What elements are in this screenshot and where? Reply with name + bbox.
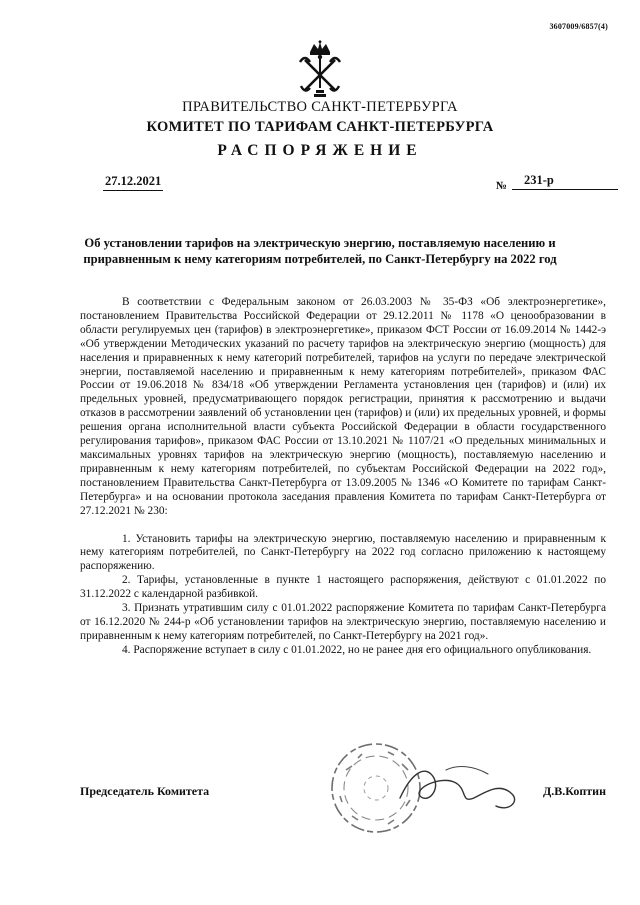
list-item: 4. Распоряжение вступает в силу с 01.01.2022, но не ранее дня его официального опубликования. xyxy=(122,643,592,656)
list-item: 3. Признать утратившим силу с 01.01.2022 распоряжение Комитета по тарифам Санкт-Петербурга от 16.12.2020 № 244-р «Об установлении тарифов на электрическую энергию, поставляемую населению и приравненным к нему категориям потребителей, по Санкт-Петербургу на 2021 год». xyxy=(80,602,606,642)
spb-coat-of-arms-icon xyxy=(296,40,344,98)
signatory-position: Председатель Комитета xyxy=(80,784,210,798)
list-item: 1. Установить тарифы на электрическую энергию, поставляемую населению и приравненным к нему категориям потребителей, по Санкт-Петербургу на 2022 год согласно приложению к настоящему распоряжению. xyxy=(80,532,606,573)
document-date: 27.12.2021 xyxy=(103,174,163,191)
document-body xyxy=(80,296,606,658)
committee-name: КОМИТЕТ ПО ТАРИФАМ САНКТ-ПЕТЕРБУРГА xyxy=(146,119,494,135)
document-code: 3607009/6857(4) xyxy=(549,22,608,31)
document-number: 231-р xyxy=(512,173,618,190)
document-title: Об установлении тарифов на электрическую энергию, поставляемую населению и приравненным к нему категориям потребителей, по Санкт-Петербургу на 2022 год xyxy=(83,236,557,266)
number-sign: № xyxy=(496,180,508,192)
government-name: ПРАВИТЕЛЬСТВО САНКТ-ПЕТЕРБУРГА xyxy=(182,99,458,115)
list-item: 2. Тарифы, установленные в пункте 1 настоящего распоряжения, действуют с 01.01.2022 по 31.12.2022 с календарной разбивкой. xyxy=(80,574,606,601)
signatory-name: Д.В.Коптин xyxy=(543,784,606,798)
preamble-paragraph: В соответствии с Федеральным законом от 26.03.2003 № 35-ФЗ «Об электроэнергетике», постановлением Правительства Российской Федерации от 29.12.2011 № 1178 «О ценообразовании в области регулируемых цен (тарифов) в электроэнергетике», приказом ФСТ России от 16.09.2014 № 1442-э «Об утверждении Методических указаний по расчету тарифов на электрическую энергию (мощность) для населения и приравненных к нему категорий потребителей, тарифов на услуги по передаче электрической энергии, поставляемой населению и приравненным к нему категориям потребителей», приказом ФАС России от 19.06.2018 № 834/18 «Об утверждении Регламента установления цен (тарифов) и (или) их предельных уровней, предусматривающего порядок регистрации, принятия к рассмотрению и выдачи отказов в рассмотрении заявлений об установлении цен (тарифов) и (или) их предельных уровней, и формы решения органа исполнительной власти субъекта Российской Федерации в области государственного регулирования тарифов», приказом ФАС России от 13.10.2021 № 1107/21 «О предельных минимальных и максимальных уровнях тарифов на электрическую энергию (мощность), поставляемую населению и приравненным к нему категориям потребителей, по субъектам Российской Федерации на 2022 год», постановлением Правительства Санкт-Петербурга от 13.09.2005 № 1346 «О Комитете по тарифам Санкт-Петербурга» и на основании протокола заседания правления Комитета по тарифам Санкт-Петербурга от 27.12.2021 № 230: xyxy=(80,296,606,517)
handwritten-signature xyxy=(388,752,538,822)
document-type: РАСПОРЯЖЕНИЕ xyxy=(217,142,423,159)
